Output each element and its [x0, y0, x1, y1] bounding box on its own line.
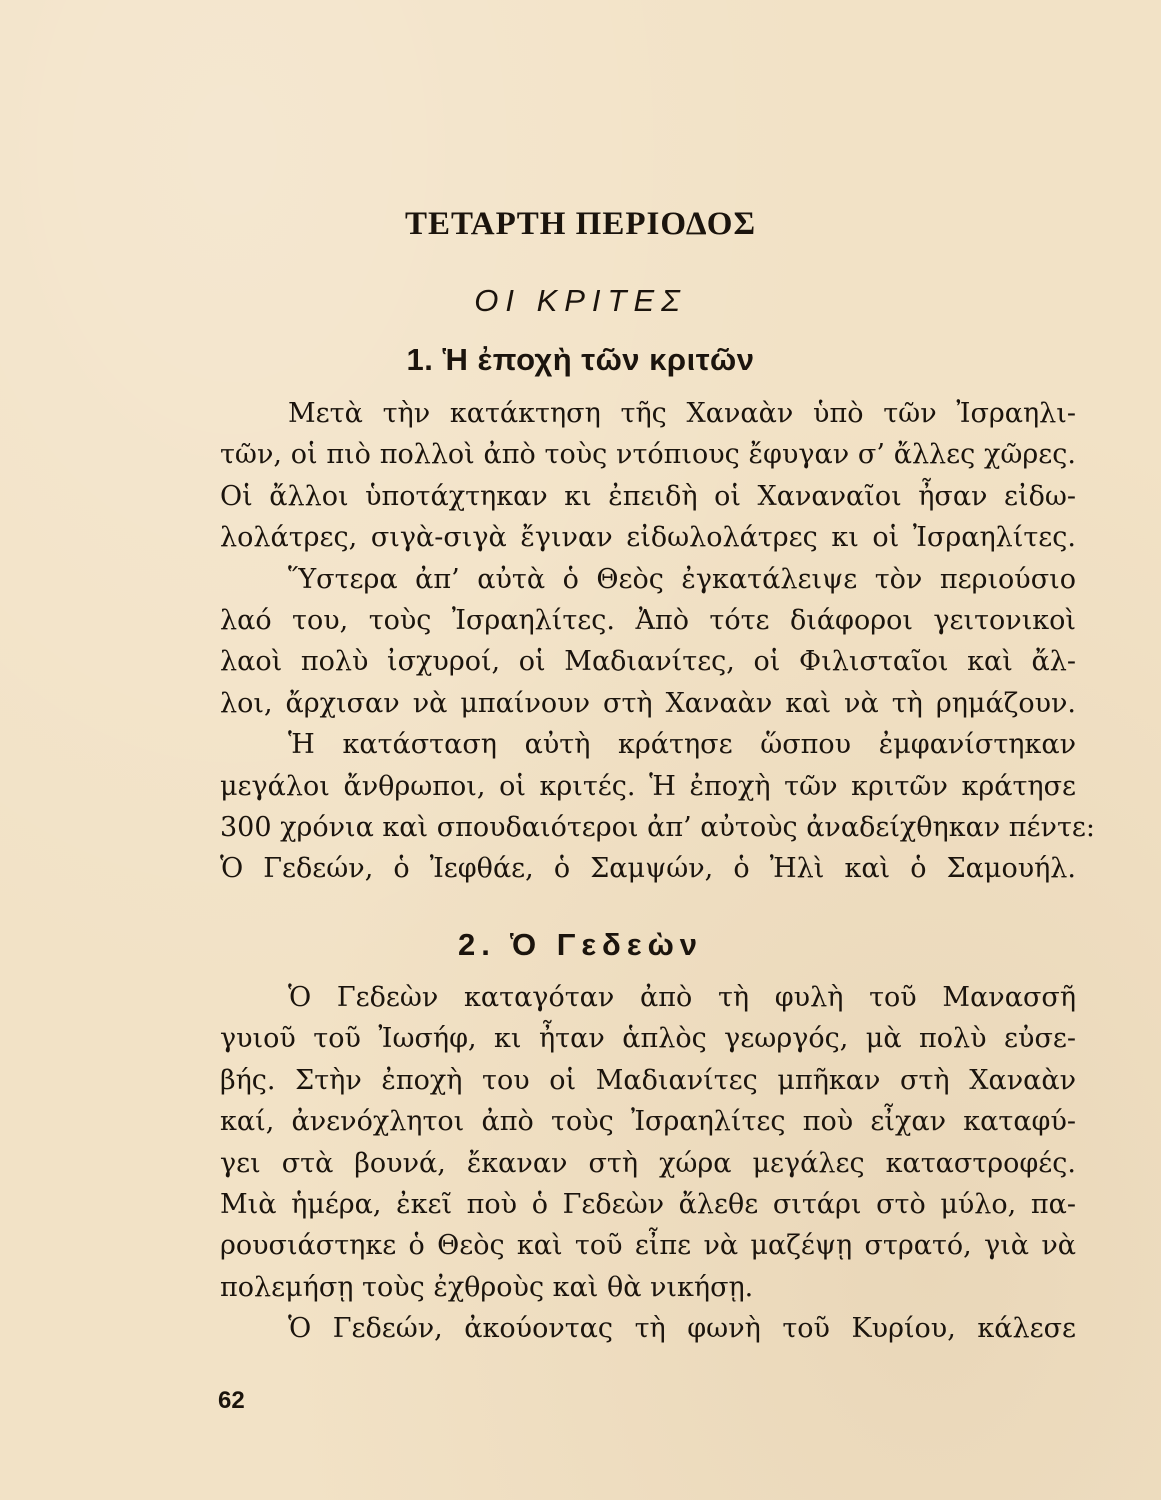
text-line: Μετὰ τὴν κατάκτηση τῆς Χαναὰν ὑπὸ τῶν Ἰσραηλι-: [288, 398, 1076, 429]
text-line: λολάτρες, σιγὰ-σιγὰ ἔγιναν εἰδωλολάτρες κι οἱ Ἰσραηλίτες.: [220, 522, 1076, 554]
text-line: Ὁ Γεδεών, ὁ Ἰεφθάε, ὁ Σαμψών, ὁ Ἠλὶ καὶ ὁ Σαμουήλ.: [220, 853, 1076, 885]
page-number: 62: [218, 1387, 245, 1414]
text-line: λοι, ἄρχισαν νὰ μπαίνουν στὴ Χαναὰν καὶ νὰ τὴ ρημάζουν.: [220, 687, 1076, 719]
text-line: ρουσιάστηκε ὁ Θεὸς καὶ τοῦ εἶπε νὰ μαζέψῃ στρατό, γιὰ νὰ: [220, 1230, 1076, 1262]
text-line: μεγάλοι ἄνθρωποι, οἱ κριτές. Ἡ ἐποχὴ τῶν κριτῶν κράτησε: [220, 770, 1076, 802]
text-line: 300 χρόνια καὶ σπουδαιότεροι ἀπ’ αὐτοὺς ἀναδείχθηκαν πέντε:: [220, 811, 1095, 843]
text-line: Ὁ Γεδεὼν καταγόταν ἀπὸ τὴ φυλὴ τοῦ Μανασσῆ: [288, 982, 1076, 1013]
chapter-2-text: [220, 977, 1076, 1350]
chapter-heading-2: 2. Ὁ Γεδεὼν: [458, 927, 703, 962]
section-title: ΟΙ ΚΡΙΤΕΣ: [474, 283, 687, 318]
text-line: Ὕστερα ἀπ’ αὐτὰ ὁ Θεὸς ἐγκατάλειψε τὸν περιούσιο: [288, 563, 1076, 595]
text-line: Οἱ ἄλλοι ὑποτάχτηκαν κι ἐπειδὴ οἱ Χαναναῖοι ἦσαν εἰδω-: [220, 480, 1076, 512]
text-line: βής. Στὴν ἐποχὴ του οἱ Μαδιανίτες μπῆκαν στὴ Χαναὰν: [220, 1064, 1076, 1096]
text-line: πολεμήσῃ τοὺς ἐχθροὺς καὶ θὰ νικήσῃ.: [220, 1271, 754, 1303]
text-line: Ὁ Γεδεών, ἀκούοντας τὴ φωνὴ τοῦ Κυρίου, κάλεσε: [288, 1313, 1076, 1345]
text-line: λαό του, τοὺς Ἰσραηλίτες. Ἀπὸ τότε διάφοροι γειτονικοὶ: [220, 604, 1076, 636]
text-line: γει στὰ βουνά, ἔκαναν στὴ χώρα μεγάλες καταστροφές.: [220, 1147, 1076, 1179]
text-line: γυιοῦ τοῦ Ἰωσήφ, κι ἦταν ἁπλὸς γεωργός, μὰ πολὺ εὐσε-: [220, 1023, 1076, 1055]
chapter-1-text: [220, 393, 1095, 890]
text-line: λαοὶ πολὺ ἰσχυροί, οἱ Μαδιανίτες, οἱ Φιλισταῖοι καὶ ἄλ-: [220, 646, 1076, 678]
text-line: τῶν, οἱ πιὸ πολλοὶ ἀπὸ τοὺς ντόπιους ἔφυγαν σ’ ἄλλες χῶρες.: [220, 439, 1076, 471]
part-title: ΤΕΤΑΡΤΗ ΠΕΡΙΟΔΟΣ: [404, 206, 757, 242]
text-line: Ἡ κατάσταση αὐτὴ κράτησε ὥσπου ἐμφανίστηκαν: [288, 729, 1076, 761]
chapter-heading-1: 1. Ἡ ἐποχὴ τῶν κριτῶν: [406, 342, 755, 377]
text-line: Μιὰ ἡμέρα, ἐκεῖ ποὺ ὁ Γεδεὼν ἄλεθε σιτάρι στὸ μύλο, πα-: [220, 1188, 1076, 1220]
text-line: καί, ἀνενόχλητοι ἀπὸ τοὺς Ἰσραηλίτες ποὺ εἶχαν καταφύ-: [220, 1106, 1076, 1138]
